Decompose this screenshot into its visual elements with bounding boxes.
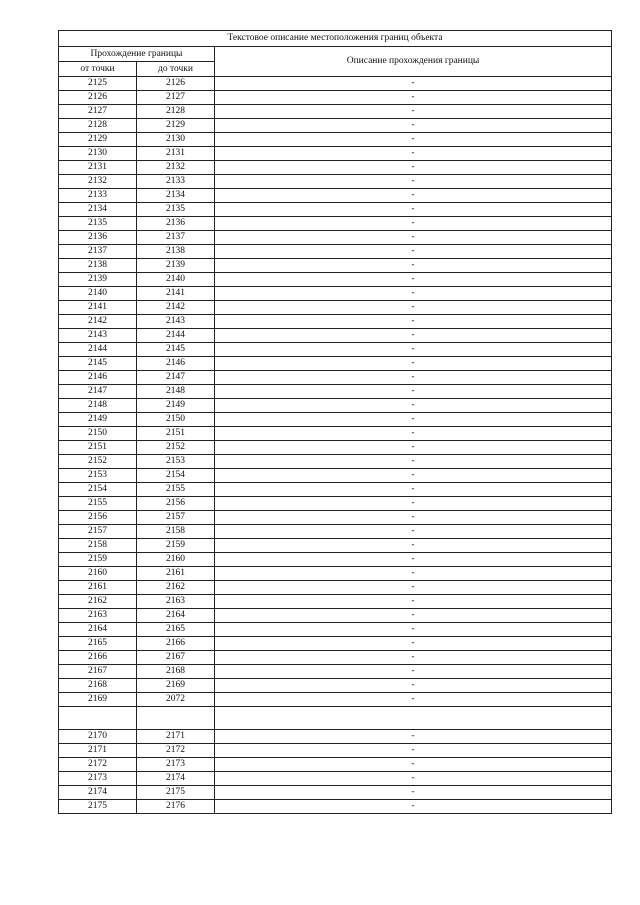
description-cell: -	[215, 119, 612, 133]
to-point-cell: 2158	[137, 525, 215, 539]
to-point-cell: 2144	[137, 329, 215, 343]
to-point-cell: 2150	[137, 413, 215, 427]
from-point-cell: 2149	[59, 413, 137, 427]
from-point-cell: 2154	[59, 483, 137, 497]
description-cell: -	[215, 301, 612, 315]
description-cell: -	[215, 175, 612, 189]
table-row	[59, 623, 612, 637]
table-row	[59, 147, 612, 161]
from-point-cell: 2169	[59, 693, 137, 707]
from-point-cell: 2175	[59, 800, 137, 814]
description-cell: -	[215, 609, 612, 623]
table-row	[59, 693, 612, 707]
to-point-cell: 2126	[137, 77, 215, 91]
to-point-cell: 2175	[137, 786, 215, 800]
description-cell: -	[215, 553, 612, 567]
description-cell: -	[215, 730, 612, 744]
table-row	[59, 385, 612, 399]
from-point-cell: 2132	[59, 175, 137, 189]
to-point-cell: 2165	[137, 623, 215, 637]
table-row	[59, 679, 612, 693]
description-cell: -	[215, 679, 612, 693]
table-row	[59, 441, 612, 455]
from-point-cell: 2148	[59, 399, 137, 413]
from-point-cell: 2143	[59, 329, 137, 343]
table-row	[59, 301, 612, 315]
table-row	[59, 665, 612, 679]
to-point-cell: 2147	[137, 371, 215, 385]
from-point-cell: 2166	[59, 651, 137, 665]
to-point-cell: 2172	[137, 744, 215, 758]
description-cell: -	[215, 147, 612, 161]
from-point-cell: 2140	[59, 287, 137, 301]
to-point-cell: 2167	[137, 651, 215, 665]
description-cell: -	[215, 203, 612, 217]
description-cell: -	[215, 693, 612, 707]
table-row	[59, 483, 612, 497]
to-point-cell: 2142	[137, 301, 215, 315]
table-body	[59, 77, 612, 814]
description-cell: -	[215, 273, 612, 287]
to-point-cell: 2176	[137, 800, 215, 814]
description-cell: -	[215, 91, 612, 105]
table-row	[59, 758, 612, 772]
table-row	[59, 581, 612, 595]
description-cell: -	[215, 637, 612, 651]
to-point-cell	[137, 707, 215, 730]
from-point-cell: 2139	[59, 273, 137, 287]
table-row	[59, 469, 612, 483]
to-point-cell: 2149	[137, 399, 215, 413]
to-point-cell: 2134	[137, 189, 215, 203]
description-cell: -	[215, 469, 612, 483]
description-cell: -	[215, 399, 612, 413]
from-point-cell: 2151	[59, 441, 137, 455]
table-row	[59, 772, 612, 786]
table-row	[59, 175, 612, 189]
description-cell: -	[215, 287, 612, 301]
table-row	[59, 497, 612, 511]
from-point-cell: 2134	[59, 203, 137, 217]
description-cell: -	[215, 525, 612, 539]
to-point-cell: 2139	[137, 259, 215, 273]
table-row	[59, 730, 612, 744]
table-row	[59, 609, 612, 623]
from-point-cell: 2160	[59, 567, 137, 581]
from-point-cell: 2135	[59, 217, 137, 231]
from-point-cell: 2158	[59, 539, 137, 553]
table-row	[59, 133, 612, 147]
description-cell: -	[215, 441, 612, 455]
to-point-cell: 2129	[137, 119, 215, 133]
to-point-cell: 2154	[137, 469, 215, 483]
description-cell: -	[215, 259, 612, 273]
table-row	[59, 455, 612, 469]
from-point-cell: 2172	[59, 758, 137, 772]
description-cell: -	[215, 595, 612, 609]
from-point-cell: 2133	[59, 189, 137, 203]
to-point-cell: 2166	[137, 637, 215, 651]
from-point-cell: 2147	[59, 385, 137, 399]
to-point-cell: 2152	[137, 441, 215, 455]
description-cell: -	[215, 623, 612, 637]
to-point-cell: 2132	[137, 161, 215, 175]
description-cell: -	[215, 455, 612, 469]
description-cell: -	[215, 385, 612, 399]
to-point-cell: 2141	[137, 287, 215, 301]
table-row	[59, 567, 612, 581]
description-cell: -	[215, 744, 612, 758]
description-cell: -	[215, 329, 612, 343]
description-cell: -	[215, 651, 612, 665]
description-cell: -	[215, 786, 612, 800]
description-cell: -	[215, 427, 612, 441]
table-row	[59, 651, 612, 665]
description-cell: -	[215, 483, 612, 497]
from-point-cell: 2174	[59, 786, 137, 800]
description-cell: -	[215, 567, 612, 581]
from-point-cell: 2162	[59, 595, 137, 609]
description-cell: -	[215, 133, 612, 147]
from-point-cell: 2144	[59, 343, 137, 357]
description-cell: -	[215, 371, 612, 385]
to-point-cell: 2145	[137, 343, 215, 357]
table-row	[59, 217, 612, 231]
description-cell: -	[215, 413, 612, 427]
from-point-cell: 2126	[59, 91, 137, 105]
to-point-cell: 2137	[137, 231, 215, 245]
from-point-cell: 2129	[59, 133, 137, 147]
to-point-cell: 2130	[137, 133, 215, 147]
from-point-cell: 2127	[59, 105, 137, 119]
table-row	[59, 744, 612, 758]
description-cell: -	[215, 245, 612, 259]
table-row	[59, 786, 612, 800]
description-cell: -	[215, 581, 612, 595]
boundary-table	[58, 30, 612, 814]
table-row	[59, 800, 612, 814]
to-point-cell: 2135	[137, 203, 215, 217]
from-point-cell: 2156	[59, 511, 137, 525]
to-point-cell: 2138	[137, 245, 215, 259]
table-title: Текстовое описание местоположения границ объекта	[59, 31, 612, 47]
description-cell: -	[215, 772, 612, 786]
table-row	[59, 287, 612, 301]
from-point-cell: 2159	[59, 553, 137, 567]
from-point-cell: 2165	[59, 637, 137, 651]
description-cell: -	[215, 497, 612, 511]
table-row	[59, 357, 612, 371]
boundary-group-header: Прохождение границы	[59, 47, 215, 62]
from-point-cell	[59, 707, 137, 730]
description-cell: -	[215, 357, 612, 371]
table-row	[59, 371, 612, 385]
from-point-cell: 2125	[59, 77, 137, 91]
table-row	[59, 637, 612, 651]
table-row	[59, 273, 612, 287]
to-point-cell: 2171	[137, 730, 215, 744]
description-cell: -	[215, 800, 612, 814]
to-point-cell: 2133	[137, 175, 215, 189]
table-row	[59, 553, 612, 567]
to-point-cell: 2072	[137, 693, 215, 707]
description-header: Описание прохождения границы	[215, 47, 612, 77]
to-point-cell: 2162	[137, 581, 215, 595]
from-point-cell: 2168	[59, 679, 137, 693]
from-point-cell: 2152	[59, 455, 137, 469]
to-point-cell: 2131	[137, 147, 215, 161]
table-row	[59, 525, 612, 539]
from-point-cell: 2128	[59, 119, 137, 133]
to-point-cell: 2159	[137, 539, 215, 553]
from-point-cell: 2153	[59, 469, 137, 483]
description-cell: -	[215, 343, 612, 357]
from-point-cell: 2171	[59, 744, 137, 758]
to-point-cell: 2143	[137, 315, 215, 329]
to-point-cell: 2164	[137, 609, 215, 623]
to-point-cell: 2146	[137, 357, 215, 371]
table-row	[59, 203, 612, 217]
description-cell: -	[215, 511, 612, 525]
table-row	[59, 329, 612, 343]
table-row	[59, 595, 612, 609]
table-row	[59, 105, 612, 119]
table-header	[59, 31, 612, 77]
description-cell: -	[215, 161, 612, 175]
description-cell: -	[215, 217, 612, 231]
description-cell: -	[215, 758, 612, 772]
from-point-cell: 2161	[59, 581, 137, 595]
to-point-cell: 2148	[137, 385, 215, 399]
from-point-cell: 2164	[59, 623, 137, 637]
to-point-cell: 2153	[137, 455, 215, 469]
to-point-cell: 2163	[137, 595, 215, 609]
description-cell: -	[215, 315, 612, 329]
description-cell: -	[215, 189, 612, 203]
to-point-cell: 2160	[137, 553, 215, 567]
description-cell	[215, 707, 612, 730]
to-point-cell: 2156	[137, 497, 215, 511]
from-point-cell: 2146	[59, 371, 137, 385]
to-point-cell: 2169	[137, 679, 215, 693]
from-point-cell: 2155	[59, 497, 137, 511]
table-row	[59, 427, 612, 441]
from-point-cell: 2145	[59, 357, 137, 371]
to-point-cell: 2140	[137, 273, 215, 287]
from-point-cell: 2138	[59, 259, 137, 273]
from-point-cell: 2157	[59, 525, 137, 539]
to-point-cell: 2136	[137, 217, 215, 231]
from-point-cell: 2137	[59, 245, 137, 259]
table-row	[59, 343, 612, 357]
to-point-cell: 2173	[137, 758, 215, 772]
table-row	[59, 413, 612, 427]
description-cell: -	[215, 77, 612, 91]
from-point-cell: 2130	[59, 147, 137, 161]
description-cell: -	[215, 231, 612, 245]
document-page	[58, 30, 611, 814]
from-point-cell: 2150	[59, 427, 137, 441]
to-point-cell: 2157	[137, 511, 215, 525]
table-row	[59, 539, 612, 553]
to-point-cell: 2161	[137, 567, 215, 581]
to-point-cell: 2151	[137, 427, 215, 441]
table-row	[59, 245, 612, 259]
to-point-cell: 2127	[137, 91, 215, 105]
description-cell: -	[215, 539, 612, 553]
from-point-header: от точки	[59, 62, 137, 77]
from-point-cell: 2173	[59, 772, 137, 786]
from-point-cell: 2136	[59, 231, 137, 245]
to-point-cell: 2168	[137, 665, 215, 679]
from-point-cell: 2141	[59, 301, 137, 315]
description-cell: -	[215, 105, 612, 119]
description-cell: -	[215, 665, 612, 679]
table-row	[59, 189, 612, 203]
table-row	[59, 259, 612, 273]
from-point-cell: 2170	[59, 730, 137, 744]
table-row	[59, 77, 612, 91]
to-point-cell: 2155	[137, 483, 215, 497]
table-row	[59, 119, 612, 133]
to-point-cell: 2128	[137, 105, 215, 119]
table-row	[59, 399, 612, 413]
table-row	[59, 231, 612, 245]
table-row	[59, 315, 612, 329]
table-row	[59, 161, 612, 175]
from-point-cell: 2131	[59, 161, 137, 175]
from-point-cell: 2142	[59, 315, 137, 329]
from-point-cell: 2167	[59, 665, 137, 679]
table-row	[59, 511, 612, 525]
to-point-cell: 2174	[137, 772, 215, 786]
to-point-header: до точки	[137, 62, 215, 77]
table-row	[59, 91, 612, 105]
from-point-cell: 2163	[59, 609, 137, 623]
table-row-spacer	[59, 707, 612, 730]
